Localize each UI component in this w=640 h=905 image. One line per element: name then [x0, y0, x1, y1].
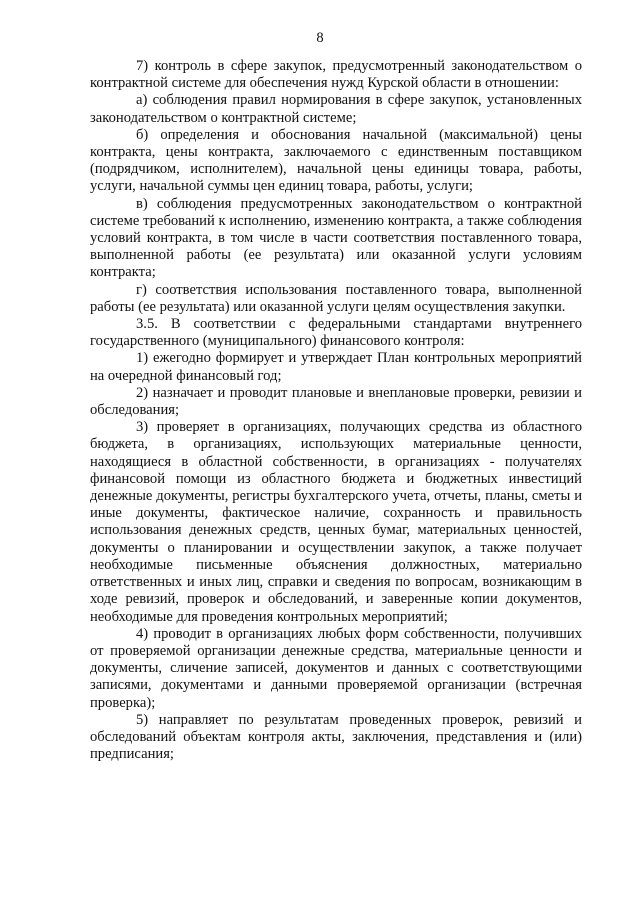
paragraph-5-acts: 5) направляет по результатам проведенных проверок, ревизий и обследований объектам контроля акты, заключения, представления и (или) предписания; [90, 711, 582, 763]
document-body [90, 58, 582, 763]
paragraph-a-norming: а) соблюдения правил нормирования в сфере закупок, установленных законодательством о контрактной системе; [90, 92, 582, 126]
paragraph-v-contract-execution: в) соблюдения предусмотренных законодательством о контрактной системе требований к исполнению, изменению контракта, а также соблюдения условий контракта, в том числе в части соответствия поставленного товара, выполненной работы (ее результата) или оказанной услуги условиям контракта; [90, 195, 582, 281]
paragraph-2-inspections: 2) назначает и проводит плановые и внеплановые проверки, ревизии и обследования; [90, 384, 582, 419]
section-3-5-heading: 3.5. В соответствии с федеральными стандартами внутреннего государственного (муниципального) финансового контроля: [90, 316, 582, 350]
paragraph-7-contract-control: 7) контроль в сфере закупок, предусмотренный законодательством о контрактной системе для обеспечения нужд Курской области в отношении: [90, 58, 582, 92]
paragraph-1-plan: 1) ежегодно формирует и утверждает План контрольных мероприятий на очередной финансовый год; [90, 350, 582, 384]
paragraph-b-price: б) определения и обоснования начальной (максимальной) цены контракта, цены контракта, заключаемого с единственным поставщиком (подрядчиком, исполнителем), начальной цены единицы товара, работы, услуги, начальной суммы цен единиц товара, работы, услуги; [90, 126, 582, 195]
page-number: 8 [316, 30, 324, 46]
paragraph-4-counter-check: 4) проводит в организациях любых форм собственности, получивших от проверяемой организации денежные средства, материальные ценности и документы, сличение записей, документов и данных с соответствующими записями, документами и данными проверяемой организации (встречная проверка); [90, 625, 582, 711]
paragraph-3-checks: 3) проверяет в организациях, получающих средства из областного бюджета, в организациях, использующих материальные ценности, находящиеся в областной собственности, в организациях - получателях финансовой помощи из областного бюджета и бюджетных инвестиций денежные документы, регистры бухгалтерского учета, отчеты, планы, сметы и иные документы, фактическое наличие, сохранность и правильность использования денежных средств, ценных бумаг, материальных ценностей, документы о планировании и осуществлении закупок, а также получает необходимые письменные объяснения должностных, материально ответственных и иных лиц, справки и сведения по вопросам, возникающим в ходе ревизий, проверок и обследований, и заверенные копии документов, необходимые для проведения контрольных мероприятий; [90, 419, 582, 625]
paragraph-g-goods-usage: г) соответствия использования поставленного товара, выполненной работы (ее результата) или оказанной услуги целям осуществления закупки. [90, 281, 582, 315]
